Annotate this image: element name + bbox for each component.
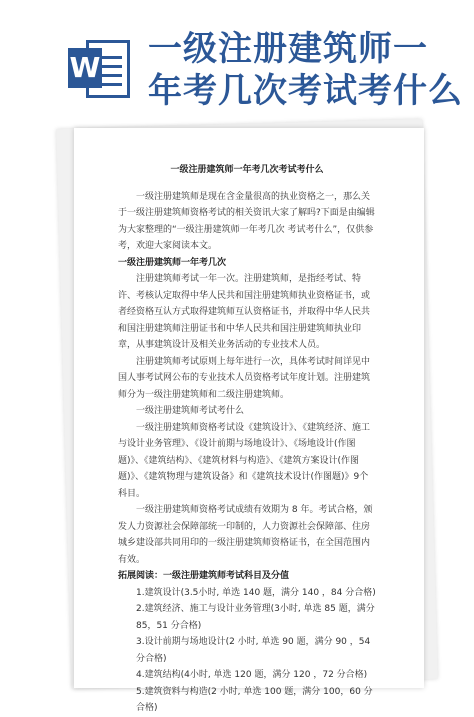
paragraph: 注册建筑师考试原则上每年进行一次，具体考试时间详见中国人事考试网公布的专业技术人员资格考试年度计划。注册建筑师分为一级注册建筑师和二级注册建筑师。 [118,356,371,400]
paragraph: 一级注册建筑师资格考试成绩有效期为 8 年。考试合格，颁发人力资源社会保障部统一印制的，人力资源社会保障部、住房城乡建设部共同用印的一级注册建筑师资格证书，在全国范围内有效。 [118,505,373,565]
list-item: 3.设计前期与场地设计(2 小时, 单选 90 题，满分 90 ，54 分合格) [136,637,371,664]
document-title: 一级注册建筑师一年考几次考试考什么 [170,165,324,175]
document-body [118,162,376,717]
list-item: 1.建筑设计(3.5小时, 单选 140 题，满分 140 ，84 分合格) [136,587,376,598]
list-item: 5.建筑资料与构造(2 小时, 单选 100 题，满分 100，60 分合格) [136,686,373,713]
page-title-line-1: 一级注册建筑师一 [148,29,428,69]
word-document-icon [68,36,130,102]
section-heading: 拓展阅读：一级注册建筑师考试科目及分值 [118,571,290,581]
list-item: 4.建筑结构(4小时, 单选 120 题，满分 120 ，72 分合格) [136,670,368,680]
paragraph: 一级注册建筑师资格考试设《建筑设计》、《建筑经济、施工与设计业务管理》、《设计前期与场地设计》、《场地设计(作图题)》、《建筑结构》、《建筑材料与构造》、《建筑方案设计(作图题)》、《建筑物理与建筑设备》和《建筑技术设计(作图题)》9个科目。 [118,422,371,499]
page-title [148,28,468,112]
page-title-line-2: 年考几次考试考什么 [148,71,463,111]
paragraph: 一级注册建筑师考试考什么 [136,406,245,416]
intro-paragraph: 一级注册建筑师是现在含金量很高的执业资格之一，那么关于一级注册建筑师资格考试的相关资讯大家了解吗?下面是由编辑为大家整理的“一级注册建筑师一年考几次 考试考什么”，仅供参考，欢迎大家阅读本文。 [118,191,375,251]
section-heading: 一级注册建筑师一年考几次 [118,257,227,268]
list-item: 2.建筑经济、施工与设计业务管理(3小时, 单选 85 题，满分 85，51 分合格) [136,604,375,631]
paragraph: 注册建筑师考试一年一次。注册建筑师，是指经考试、特许、考核认定取得中华人民共和国注册建筑师执业资格证书，或者经资格互认方式取得建筑师互认资格证书，并取得中华人民共和国注册建筑师注册证书和中华人民共和国注册建筑师执业印章，从事建筑设计及相关业务活动的专业技术人员。 [118,274,371,350]
word-badge: W [68,48,102,88]
